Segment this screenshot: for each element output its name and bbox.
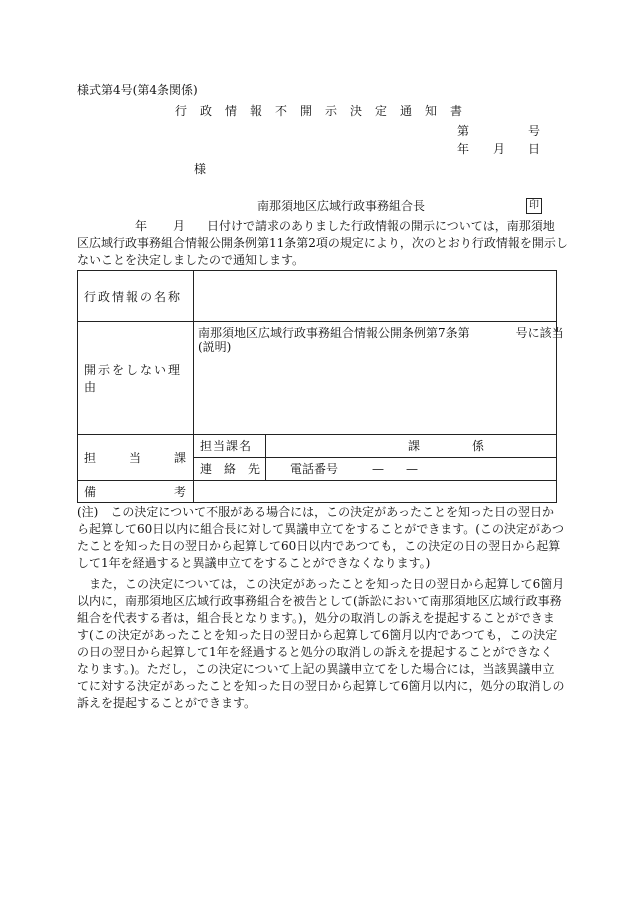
paragraph-line: の日の翌日から起算して1年を経過すると処分の取消しの訴えを提起することができなく: [77, 645, 553, 659]
contact-section-label: 担 当 課: [78, 434, 194, 480]
reason-prefix: 南那須地区広域行政事務組合情報公開条例第7条第: [198, 326, 470, 341]
contact-label: 連 絡 先: [194, 457, 266, 480]
litigation-paragraph: [77, 576, 565, 712]
date-day: 日: [528, 142, 541, 156]
note-line: (注) この決定について不服がある場合には，この決定があったことを知った日の翌日か: [77, 505, 555, 519]
explanation-label: (説明): [198, 340, 232, 355]
phone-dash-2: —: [406, 462, 419, 477]
dept-unit: 係: [472, 439, 485, 454]
number-suffix: 号: [528, 124, 541, 138]
paragraph-line: す(この決定があったことを知った日の翌日から起算して6箇月以内であつても，この決定: [77, 628, 558, 642]
number-prefix: 第: [457, 124, 470, 138]
row-remarks: [78, 480, 557, 502]
note-line: して1年を経過すると異議申立てをすることができなくなります。): [77, 556, 431, 570]
remarks-label: 備 考: [78, 480, 194, 502]
department-name-label: 担当課名: [194, 434, 266, 457]
document-title: 行 政 情 報 不 開 示 決 定 通 知 書: [175, 104, 463, 118]
row-reason: [78, 322, 557, 434]
reason-label: 開示をしない理由: [78, 322, 194, 434]
paragraph-line: 以内に，南那須地区広域行政事務組合を被告として(訴訟において南那須地区広域行政事務: [77, 594, 562, 608]
seal-mark: 印: [526, 198, 542, 214]
remarks-field[interactable]: [194, 480, 557, 502]
row-information-name: [78, 271, 557, 322]
paragraph-line: てに対する決定があったことを知った日の翌日から起算して6箇月以内に，処分の取消しの: [77, 679, 565, 693]
intro-line-2: 区広域行政事務組合情報公開条例第11条第2項の規定により，次のとおり行政情報を開示し: [77, 236, 568, 250]
reason-field[interactable]: [194, 322, 564, 434]
phone-dash-1: —: [372, 462, 385, 477]
issuer-name: 南那須地区広域行政事務組合長: [257, 199, 426, 213]
department-name-field[interactable]: [266, 434, 557, 457]
note-line: たことを知った日の翌日から起算して60日以内であつても，この決定の日の翌日から起算: [77, 539, 561, 553]
reason-suffix: 号に該当: [515, 326, 564, 341]
dept-section: 課: [408, 439, 421, 454]
paragraph-line: 組合を代表する者は，組合長となります。)，処分の取消しの訴えを提起することができま: [77, 611, 555, 625]
information-name-field[interactable]: [194, 271, 557, 322]
paragraph-line: 訴えを提起することができます。: [77, 696, 257, 710]
intro-year: 年: [135, 219, 148, 233]
intro-month: 月: [173, 219, 186, 233]
paragraph-line: また，この決定については，この決定があったことを知った日の翌日から起算して6箇月: [77, 577, 565, 591]
intro-line-1: [77, 218, 557, 235]
addressee-suffix: 様: [194, 162, 207, 176]
note-line: ら起算して60日以内に組合長に対して異議申立てをすることができます。(この決定があつ: [77, 522, 564, 536]
date-year: 年: [457, 142, 470, 156]
note-paragraph: [77, 504, 564, 572]
row-department: [78, 434, 557, 457]
information-name-label: 行政情報の名称: [78, 271, 194, 322]
intro-paragraph: [77, 218, 568, 269]
disclosure-form-table: [77, 270, 564, 503]
date-month: 月: [493, 142, 506, 156]
form-number: 様式第4号(第4条関係): [77, 83, 198, 97]
intro-text: 日付けで請求のありました行政情報の開示については，南那須地: [207, 219, 555, 233]
contact-field[interactable]: [266, 457, 557, 480]
paragraph-line: なります。)。ただし，この決定について上記の異議申立てをした場合には，当該異議申立: [77, 662, 555, 676]
intro-line-3: ないことを決定しましたので通知します。: [77, 253, 305, 267]
phone-label: 電話番号: [290, 462, 339, 477]
